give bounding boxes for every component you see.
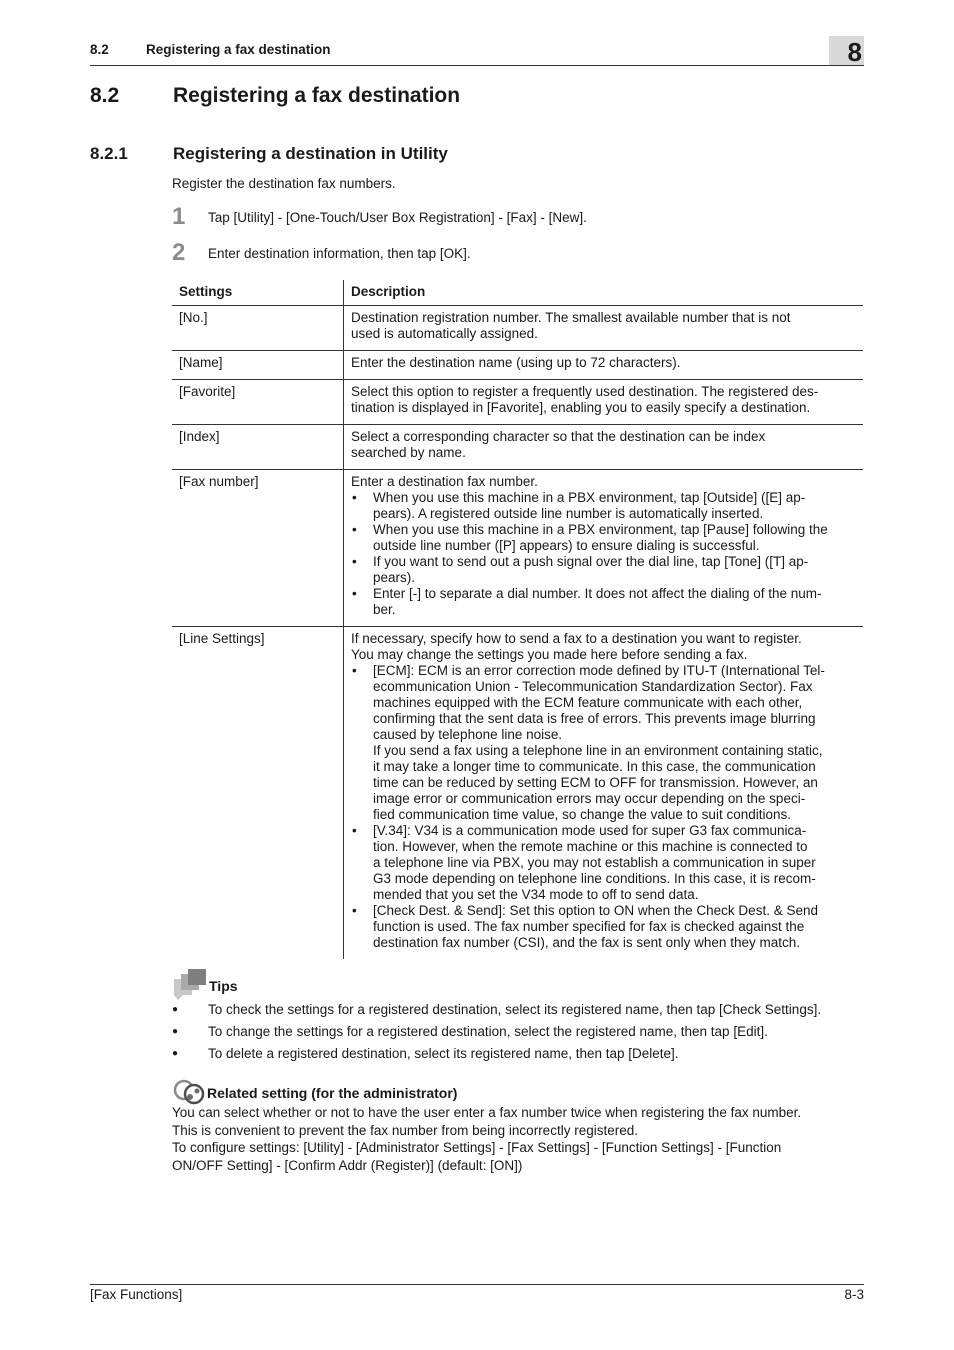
related-line: This is convenient to prevent the fax number from being incorrectly registered. [172, 1122, 638, 1138]
description-line: searched by name. [351, 445, 466, 460]
step-number: 1 [172, 203, 186, 230]
section-heading [90, 84, 461, 108]
description-line: Select this option to register a frequently used destination. The registered des- [351, 384, 819, 399]
table-row [172, 627, 863, 960]
bullet-line: mended that you set the V34 mode to off to send data. [373, 887, 699, 902]
bullet-line: pears). A registered outside line number is automatically inserted. [373, 506, 764, 521]
chapter-number: 8 [847, 37, 862, 67]
bullet-line: ber. [373, 602, 396, 617]
bullet-item [351, 663, 856, 823]
setting-name: [Name] [172, 351, 344, 380]
related-line: ON/OFF Setting] - [Confirm Addr (Register)] (default: [ON]) [172, 1157, 523, 1173]
header-divider [90, 65, 864, 66]
bullet-line: function is used. The fax number specified for fax is checked against the [373, 919, 805, 934]
description-line: Destination registration number. The smallest available number that is not [351, 310, 791, 325]
setting-description [344, 380, 864, 425]
table-row [172, 306, 863, 351]
bullet-line: destination fax number (CSI), and the fax is sent only when they match. [373, 935, 800, 950]
related-setting-text [172, 1104, 862, 1174]
description-line: You may change the settings you made here before sending a fax. [351, 647, 748, 662]
bullet-item [351, 903, 856, 951]
bullet-item [351, 522, 856, 554]
bullet-line: pears). [373, 570, 416, 585]
related-line: You can select whether or not to have the user enter a fax number twice when registering the fax number. [172, 1105, 802, 1120]
bullet-line: tion. However, when the remote machine or this machine is connected to [373, 839, 808, 854]
subsection-heading [90, 144, 448, 164]
bullet-line: it may take a longer time to communicate. In this case, the communication [373, 759, 816, 774]
bullet-line: • [V.34]: V34 is a communication mode used for super G3 fax communica- [373, 823, 807, 838]
related-setting-icon [173, 1078, 207, 1106]
setting-name: [Index] [172, 425, 344, 470]
bullet-line: a telephone line via PBX, you may not establish a communication in super [373, 855, 816, 870]
setting-name: [Fax number] [172, 470, 344, 627]
setting-name: [No.] [172, 306, 344, 351]
description-line: Enter a destination fax number. [351, 474, 538, 489]
bullet-line: G3 mode depending on telephone line conditions. In this case, it is recom- [373, 871, 816, 886]
footer-divider [90, 1284, 864, 1285]
bullet-list [351, 663, 856, 951]
bullet-line: image error or communication errors may occur depending on the speci- [373, 791, 806, 806]
table-row [172, 351, 863, 380]
bullet-line: outside line number ([P] appears) to ensure dialing is successful. [373, 538, 760, 553]
column-header-description: Description [344, 280, 864, 306]
description-line: used is automatically assigned. [351, 326, 538, 341]
bullet-item [351, 823, 856, 903]
table-header-row [172, 280, 863, 306]
chapter-badge [829, 36, 864, 65]
intro-text: Register the destination fax numbers. [172, 176, 396, 191]
bullet-line: • When you use this machine in a PBX environment, tap [Pause] following the [373, 522, 828, 537]
footer-manual-name: [Fax Functions] [90, 1287, 183, 1302]
description-line: Select a corresponding character so that the destination can be index [351, 429, 766, 444]
bullet-line: ecommunication Union - Telecommunication Standardization Sector). Fax [373, 679, 813, 694]
bullet-line: • If you want to send out a push signal over the dial line, tap [Tone] ([T] ap- [373, 554, 809, 569]
tips-heading: Tips [209, 978, 238, 994]
bullet-list [351, 490, 856, 618]
section-title: Registering a fax destination [173, 84, 461, 107]
step-text: Tap [Utility] - [One-Touch/User Box Registration] - [Fax] - [New]. [208, 210, 587, 225]
related-setting-heading: Related setting (for the administrator) [207, 1085, 458, 1101]
column-header-settings: Settings [172, 280, 344, 306]
tips-list [172, 1002, 872, 1068]
setting-name: [Line Settings] [179, 631, 265, 646]
setting-description [344, 306, 864, 351]
bullet-line: confirming that the sent data is free of errors. This prevents image blurring [373, 711, 816, 726]
setting-name: [Favorite] [172, 380, 344, 425]
setting-description [344, 425, 864, 470]
bullet-line: • Enter [-] to separate a dial number. It does not affect the dialing of the num- [373, 586, 822, 601]
running-header-title: Registering a fax destination [146, 42, 331, 57]
subsection-number: 8.2.1 [90, 144, 128, 163]
related-line: To configure settings: [Utility] - [Administrator Settings] - [Fax Settings] - [Function Settings] - [Function [172, 1140, 782, 1155]
setting-description [344, 351, 864, 380]
bullet-line: time can be reduced by setting ECM to OFF for transmission. However, an [373, 775, 818, 790]
description-line: tination is displayed in [Favorite], enabling you to easily specify a destination. [351, 400, 811, 415]
bullet-line: fied communication time value, so change the value to suit conditions. [373, 807, 791, 822]
step-text: Enter destination information, then tap [OK]. [208, 246, 471, 261]
description-line: If necessary, specify how to send a fax to a destination you want to register. [351, 631, 802, 646]
table-row [172, 425, 863, 470]
table-row [172, 380, 863, 425]
description-line: Enter the destination name (using up to 72 characters). [351, 355, 681, 370]
tips-pages-icon [173, 969, 207, 1001]
step-number: 2 [172, 239, 186, 266]
tip-item: ● To check the settings for a registered destination, select its registered name, then tap [Check Settings]. [172, 1002, 872, 1024]
bullet-line: • When you use this machine in a PBX environment, tap [Outside] ([E] ap- [373, 490, 806, 505]
table-row [172, 470, 863, 627]
tip-item: ● To change the settings for a registered destination, select the registered name, then tap [Edit]. [172, 1024, 872, 1046]
bullet-item [351, 586, 856, 618]
bullet-line: caused by telephone line noise. [373, 727, 563, 742]
page-number: 8-3 [844, 1287, 864, 1302]
setting-description [344, 470, 864, 627]
bullet-item [351, 490, 856, 522]
bullet-line: • [Check Dest. & Send]: Set this option to ON when the Check Dest. & Send [373, 903, 818, 918]
bullet-line: If you send a fax using a telephone line in an environment containing static, [373, 743, 823, 758]
setting-description [344, 627, 864, 960]
settings-table [172, 280, 863, 959]
bullet-item [351, 554, 856, 586]
bullet-line: machines equipped with the ECM feature communicate with each other, [373, 695, 803, 710]
section-number: 8.2 [90, 84, 120, 107]
tip-item: ● To delete a registered destination, select its registered name, then tap [Delete]. [172, 1046, 872, 1068]
subsection-title: Registering a destination in Utility [173, 144, 448, 163]
running-header-number: 8.2 [90, 42, 109, 57]
bullet-line: • [ECM]: ECM is an error correction mode defined by ITU-T (International Tel- [373, 663, 825, 678]
